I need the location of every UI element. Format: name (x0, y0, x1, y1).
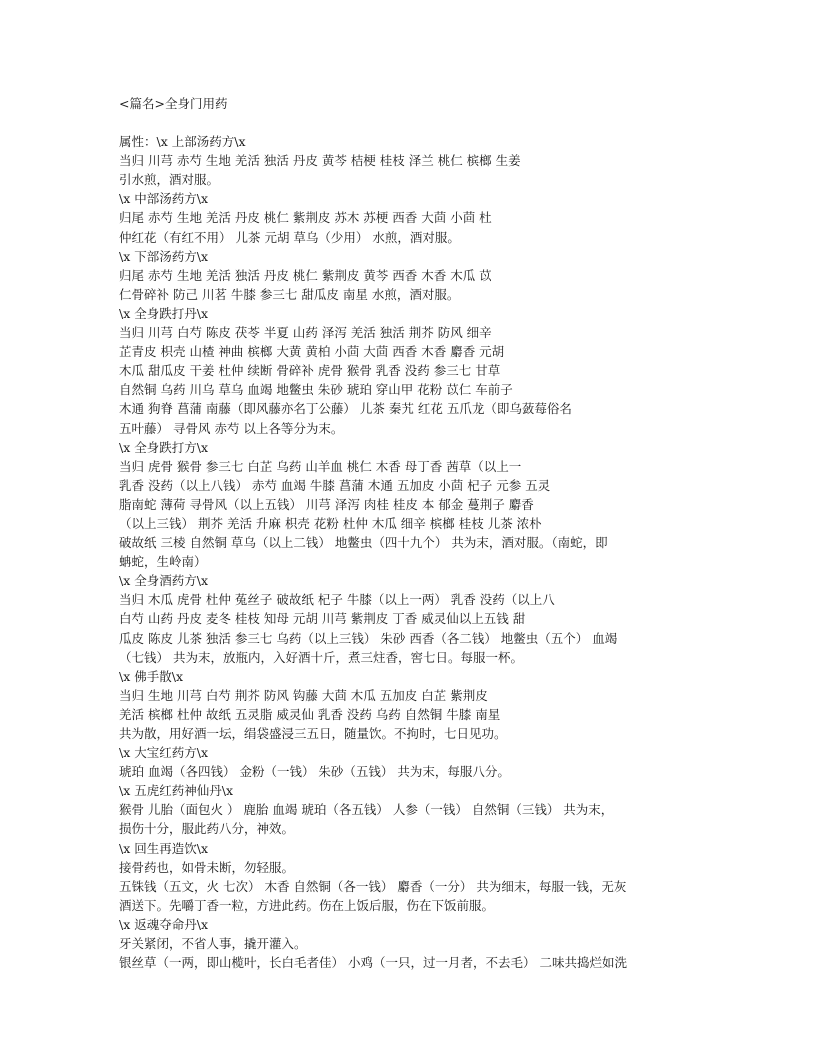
text-line: 损伤十分，服此药八分，神效。 (119, 821, 295, 837)
text-line: \x 中部汤药方\x (119, 191, 208, 207)
text-line: 芷青皮 枳壳 山楂 神曲 槟榔 大黄 黄柏 小茴 大茴 西香 木香 麝香 元胡 (119, 344, 505, 360)
text-line: 五铢钱（五文，火 七次） 木香 自然铜（各一钱） 麝香（一分） 共为细末，每服一钱，无灰 (119, 878, 627, 894)
text-line: 仁骨碎补 防己 川茗 牛膝 参三七 甜瓜皮 南星 水煎，酒对服。 (119, 286, 460, 302)
text-line: 羌活 槟榔 杜仲 故纸 五灵脂 威灵仙 乳香 没药 乌药 自然铜 牛膝 南星 (119, 706, 501, 722)
text-line: \x 大宝红药方\x (119, 745, 208, 761)
text-line: \x 全身酒药方\x (119, 573, 208, 589)
text-line: 猴骨 儿胎（面包火 ） 鹿胎 血竭 琥珀（各五钱） 人参（一钱） 自然铜（三钱） 共为末， (119, 802, 614, 818)
text-line: \x 全身跌打丹\x (119, 305, 208, 321)
text-line: 白芍 山药 丹皮 麦冬 桂枝 知母 元胡 川芎 紫荆皮 丁香 威灵仙以上五钱 甜 (119, 611, 526, 627)
text-line: 共为散，用好酒一坛，绢袋盛浸三五日，随量饮。不拘时，七日见功。 (119, 726, 507, 741)
text-line: 牙关紧闭，不省人事，撬开灌入。 (119, 936, 307, 952)
text-line: \x 全身跌打方\x (119, 439, 208, 455)
text-line: 瓜皮 陈皮 儿茶 独活 参三七 乌药（以上三钱） 朱砂 西香（各二钱） 地鳖虫（五个） 血竭 (119, 630, 618, 646)
text-line: 银丝草（一两，即山榄叶，长白毛者佳） 小鸡（一只，过一月者，不去毛） 二味共捣烂如洗 (119, 955, 627, 971)
text-line: \x 佛手散\x (119, 668, 183, 684)
text-line: 蚺蛇，生岭南） (119, 554, 207, 570)
document-page (119, 94, 709, 972)
text-line: 当归 川芎 赤芍 生地 羌活 独活 丹皮 黄芩 桔梗 桂枝 泽兰 桃仁 槟榔 生姜 (119, 153, 521, 169)
text-line: 接骨药也，如骨未断，勿轻服。 (119, 859, 295, 875)
text-line: \x 返魂夺命丹\x (119, 916, 208, 932)
text-line: 自然铜 乌药 川乌 草乌 血竭 地鳖虫 朱砂 琥珀 穿山甲 花粉 苡仁 车前子 (119, 382, 513, 398)
text-line: 归尾 赤芍 生地 羌活 丹皮 桃仁 紫荆皮 苏木 苏梗 西香 大茴 小茴 杜 (119, 210, 492, 226)
text-line: 归尾 赤芍 生地 羌活 独活 丹皮 桃仁 紫荆皮 黄芩 西香 木香 木瓜 苡 (119, 267, 492, 283)
text-line: 琥珀 血竭（各四钱） 金粉（一钱） 朱砂（五钱） 共为末，每服八分。 (119, 764, 510, 780)
text-line: 木通 狗脊 菖蒲 南藤（即风藤亦名丁公藤） 儿茶 秦艽 红花 五爪龙（即乌蔹莓俗名 (119, 401, 572, 417)
text-line: 脂南蛇 薄荷 寻骨风（以上五钱） 川芎 泽泻 肉桂 桂皮 本 郁金 蔓荆子 麝香 (119, 496, 534, 512)
text-line: 引水煎，酒对服。 (119, 172, 220, 188)
text-line: 属性：\x 上部汤药方\x (119, 134, 246, 150)
text-line: 五叶藤） 寻骨风 赤芍 以上各等分为末。 (119, 420, 344, 436)
text-line: 木瓜 甜瓜皮 干姜 杜仲 续断 骨碎补 虎骨 猴骨 乳香 没药 参三七 甘草 (119, 363, 501, 379)
text-line: 当归 虎骨 猴骨 参三七 白芷 乌药 山羊血 桃仁 木香 母丁香 茜草（以上一 (119, 458, 522, 474)
text-line: \x 回生再造饮\x (119, 840, 208, 856)
text-line: \x 五虎红药神仙丹\x (119, 783, 233, 799)
text-line: 当归 生地 川芎 白芍 荆芥 防风 钩藤 大茴 木瓜 五加皮 白芷 紫荆皮 (119, 687, 488, 703)
text-line: 酒送下。先嚼丁香一粒，方进此药。伤在上饭后服，伤在下饭前服。 (119, 897, 495, 913)
document-title: <篇名>全身门用药 (119, 96, 228, 111)
text-line: 乳香 没药（以上八钱） 赤芍 血竭 牛膝 菖蒲 木通 五加皮 小茴 杞子 元参 五灵 (119, 477, 551, 493)
text-line: （以上三钱） 荆芥 羌活 升麻 枳壳 花粉 杜仲 木瓜 细辛 槟榔 桂枝 儿茶 浓朴 (119, 515, 542, 531)
text-line: 当归 木瓜 虎骨 杜仲 菟丝子 破故纸 杞子 牛膝（以上一两） 乳香 没药（以上八 (119, 592, 555, 608)
text-line: \x 下部汤药方\x (119, 248, 208, 264)
text-line: 当归 川芎 白芍 陈皮 茯苓 半夏 山药 泽泻 羌活 独活 荆芥 防风 细辛 (119, 325, 492, 341)
text-line: 破故纸 三棱 自然铜 草乌（以上二钱） 地鳖虫（四十九个） 共为末，酒对服。（南蛇，即 (119, 535, 608, 551)
text-line: （七钱） 共为末，放瓶内，入好酒十斤，煮三炷香，窖七日。每服一杯。 (119, 649, 523, 665)
document-body (119, 132, 709, 972)
text-line: 仲红花（有红不用） 儿茶 元胡 草乌（少用） 水煎，酒对服。 (119, 229, 460, 245)
